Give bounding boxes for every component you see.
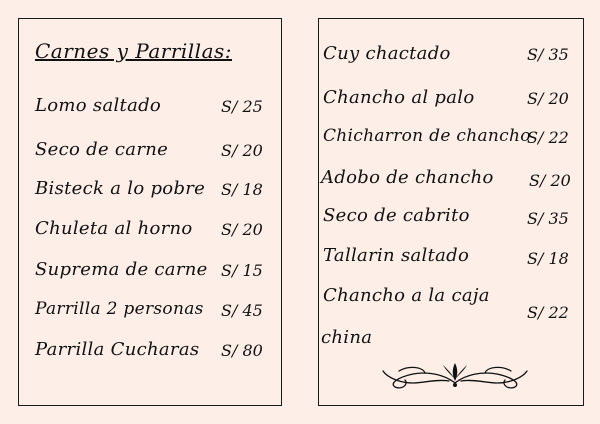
menu-item-price: S/ 35 <box>527 45 569 64</box>
menu-item-name: Parrilla 2 personas <box>35 299 204 319</box>
menu-panel-left <box>18 18 282 406</box>
menu-item-name: Seco de cabrito <box>323 205 470 226</box>
menu-item-name: Chuleta al horno <box>35 218 193 239</box>
menu-item-name: Chancho al palo <box>323 87 475 108</box>
menu-item-price: S/ 20 <box>221 220 263 239</box>
flourish-ornament-icon <box>379 357 531 391</box>
menu-item-name-line2: china <box>321 327 373 348</box>
menu-item-price: S/ 18 <box>527 249 569 268</box>
menu-item-price: S/ 22 <box>527 303 569 322</box>
menu-item-name: Seco de carne <box>35 139 169 160</box>
menu-panel-right <box>318 18 584 406</box>
menu-item-name: Cuy chactado <box>323 43 451 64</box>
menu-item-price: S/ 80 <box>221 341 263 360</box>
menu-item-price: S/ 22 <box>527 128 569 147</box>
menu-item-price: S/ 15 <box>221 261 263 280</box>
menu-item-price: S/ 35 <box>527 209 569 228</box>
section-title: Carnes y Parrillas: <box>35 39 232 63</box>
menu-item-name: Chicharron de chancho <box>323 126 531 146</box>
menu-item-name: Suprema de carne <box>35 259 208 280</box>
menu-item-name: Lomo saltado <box>35 95 162 116</box>
menu-item-price: S/ 20 <box>221 141 263 160</box>
menu-item-price: S/ 20 <box>527 89 569 108</box>
menu-item-price: S/ 45 <box>221 301 263 320</box>
menu-item-name: Bisteck a lo pobre <box>35 178 206 199</box>
menu-item-price: S/ 20 <box>529 171 571 190</box>
menu-item-price: S/ 18 <box>221 180 263 199</box>
menu-item-name: Parrilla Cucharas <box>35 339 200 360</box>
menu-item-name: Adobo de chancho <box>321 167 494 188</box>
menu-item-name: Chancho a la caja <box>323 285 490 306</box>
menu-item-price: S/ 25 <box>221 97 263 116</box>
menu-item-name: Tallarin saltado <box>323 245 470 266</box>
